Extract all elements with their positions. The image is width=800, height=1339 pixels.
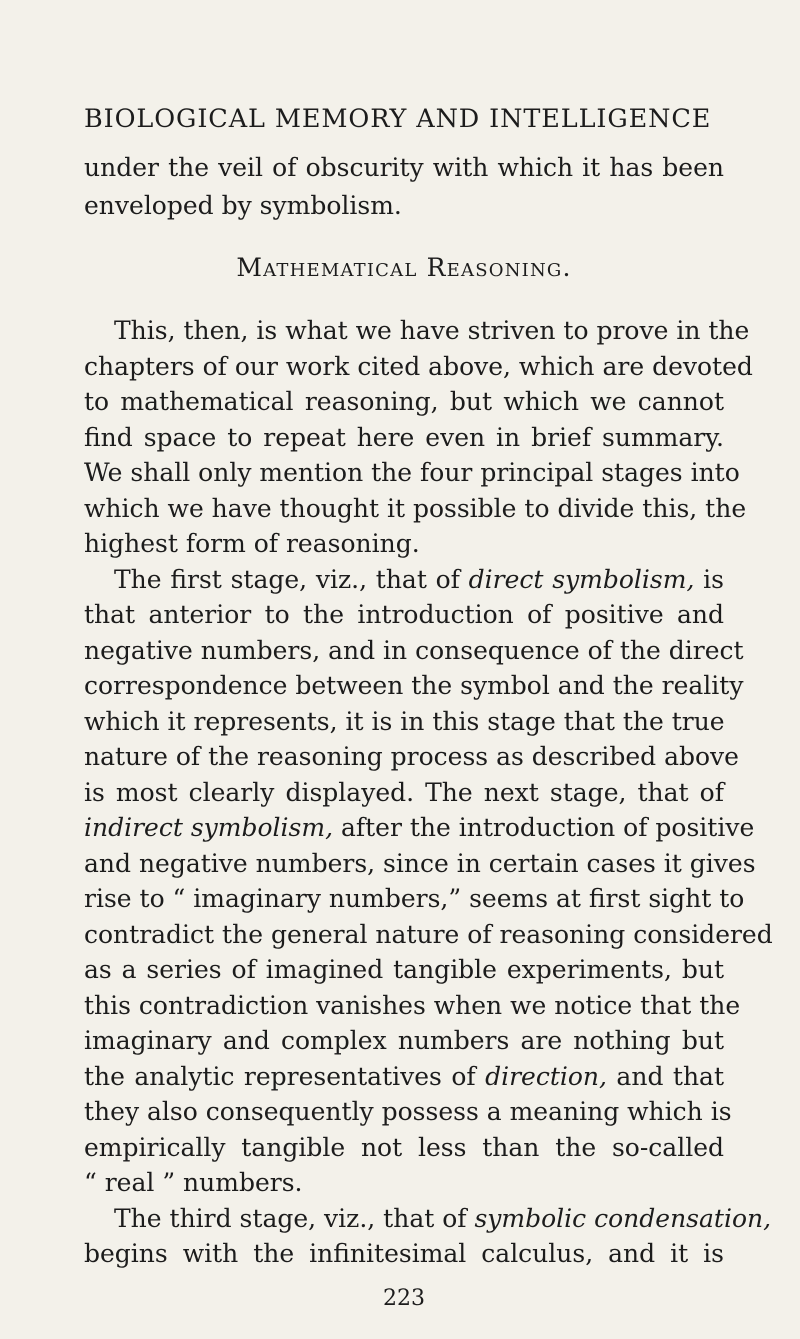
text-segment: The third stage, viz., that of — [114, 1204, 475, 1233]
text-line: contradict the general nature of reasoning considered — [84, 920, 773, 949]
text-line: to mathematical reasoning, but which we cannot — [84, 387, 724, 416]
text-line: “ real ” numbers. — [84, 1168, 303, 1197]
text-segment: after the introduction of positive — [333, 813, 755, 842]
text-line — [84, 1204, 772, 1234]
text-line: find space to repeat here even in brief summary. — [84, 423, 724, 452]
text-line: that anterior to the introduction of positive and — [84, 600, 724, 629]
text-line: highest form of reasoning. — [84, 529, 420, 558]
text-line: imaginary and complex numbers are nothing but — [84, 1026, 724, 1055]
text-line: chapters of our work cited above, which are devoted — [84, 352, 753, 381]
italic-term: indirect symbolism, — [84, 813, 334, 842]
text-line — [84, 565, 724, 595]
text-line: We shall only mention the four principal stages into — [84, 458, 740, 487]
running-header: BIOLOGICAL MEMORY AND INTELLIGENCE — [84, 104, 712, 134]
text-segment: the analytic representatives of — [84, 1062, 486, 1091]
text-line: is most clearly displayed. The next stage, that of — [84, 778, 724, 807]
text-line — [84, 813, 755, 843]
text-line: begins with the infinitesimal calculus, and it is — [84, 1239, 724, 1268]
text-line: and negative numbers, since in certain cases it gives — [84, 849, 756, 878]
text-segment: The first stage, viz., that of — [114, 565, 469, 594]
text-segment: is — [694, 565, 724, 594]
text-line: which we have thought it possible to divide this, the — [84, 494, 747, 523]
italic-term: direct symbolism, — [468, 565, 695, 594]
text-line: This, then, is what we have striven to prove in the — [114, 316, 750, 345]
section-heading: Mathematical Reasoning. — [236, 253, 572, 282]
text-line: this contradiction vanishes when we notice that the — [84, 991, 741, 1020]
italic-term: symbolic condensation, — [474, 1204, 772, 1233]
text-line: empirically tangible not less than the so-called — [84, 1133, 724, 1162]
italic-term: direction, — [485, 1062, 607, 1091]
text-line — [84, 1062, 724, 1092]
text-line: correspondence between the symbol and the reality — [84, 671, 744, 700]
text-line: nature of the reasoning process as described above — [84, 742, 739, 771]
text-line: rise to “ imaginary numbers,” seems at first sight to — [84, 884, 745, 913]
text-segment: and that — [606, 1062, 724, 1091]
page-number: 223 — [383, 1286, 425, 1311]
text-line: under the veil of obscurity with which it has been — [84, 153, 724, 182]
text-line: they also consequently possess a meaning which is — [84, 1097, 732, 1126]
text-line: enveloped by symbolism. — [84, 191, 402, 220]
text-line: negative numbers, and in consequence of the direct — [84, 636, 744, 665]
text-line: as a series of imagined tangible experiments, but — [84, 955, 724, 984]
book-page — [84, 0, 773, 1339]
text-line: which it represents, it is in this stage that the true — [84, 707, 725, 736]
